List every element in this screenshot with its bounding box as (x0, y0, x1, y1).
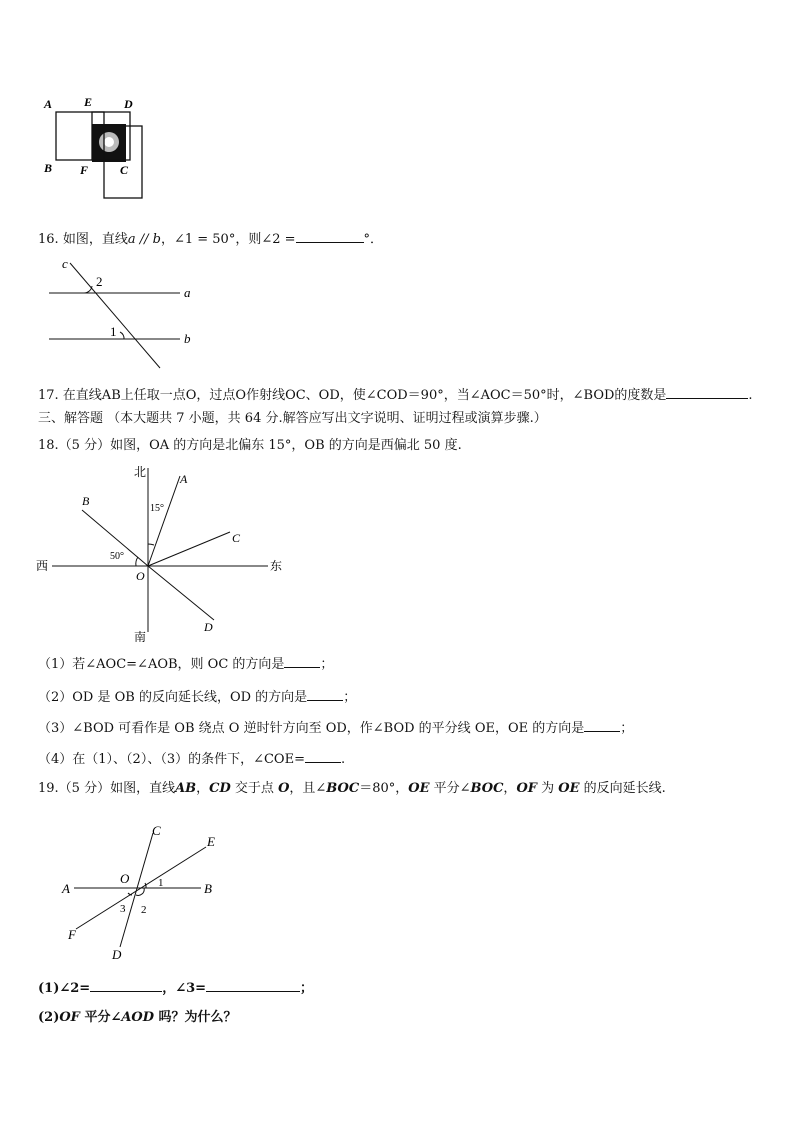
label-a: A (44, 97, 53, 111)
label-f: F (68, 927, 76, 942)
label-f: F (80, 163, 89, 177)
q19-oe: OE (408, 781, 430, 796)
q16-number: 16. (38, 232, 59, 247)
q19-text-e: 交于点 (230, 781, 279, 796)
label-2: 2 (141, 904, 147, 916)
label-south: 南 (134, 630, 147, 644)
q19-of: OF (516, 781, 537, 796)
q16-answer-blank[interactable] (296, 230, 364, 243)
label-a: A (62, 881, 70, 896)
label-c: C (152, 823, 161, 838)
q15-figure (38, 90, 158, 205)
label-b: B (204, 881, 212, 896)
label-15deg: 15° (150, 503, 164, 514)
line-c (70, 263, 160, 368)
q18-p4-text: （4）在（1）、（2）、（3）的条件下，∠COE= (38, 752, 305, 767)
label-a: a (184, 285, 191, 300)
label-o: O (136, 569, 145, 583)
q19-text-o: 为 (537, 781, 559, 796)
label-2: 2 (96, 274, 103, 289)
q19-p2-of: OF (59, 1010, 80, 1025)
q19-p2-c: 平分∠ (79, 1010, 122, 1025)
q18-p1-blank[interactable] (284, 655, 320, 668)
q19-figure (56, 815, 236, 965)
q18-p1-text: （1）若∠AOC=∠AOB，则 OC 的方向是 (38, 657, 285, 672)
q18-p4-end: . (340, 752, 346, 767)
q19-p1-blank1[interactable] (90, 979, 162, 992)
label-c: C (120, 163, 129, 177)
q18-p2-end: ； (343, 690, 357, 705)
q18-p3-blank[interactable] (584, 719, 620, 732)
q16-text-c: °． (363, 232, 384, 247)
q19-ab: AB (175, 781, 197, 796)
label-b: b (184, 331, 191, 346)
q18-p2-blank[interactable] (307, 688, 343, 701)
q18-text: 18.（5 分）如图，OA 的方向是北偏东 15°，OB 的方向是西偏北 50 度. (38, 438, 462, 453)
q18-figure (34, 460, 294, 646)
q19-text-c: ， (196, 781, 210, 796)
q18-p1-end: ； (320, 657, 334, 672)
q19-boc-2: BOC (470, 781, 504, 796)
ray-oa (148, 476, 180, 566)
q18-p3-end: ； (620, 721, 634, 736)
label-c: C (232, 531, 241, 545)
label-north: 北 (134, 465, 147, 479)
label-west: 西 (36, 559, 49, 573)
label-b: B (82, 494, 90, 508)
q18-part1 (38, 655, 333, 673)
q19-p1-b: ，∠3= (162, 981, 207, 996)
q19-text-i: ＝80°， (359, 781, 409, 796)
q19-cd: CD (209, 781, 231, 796)
q19-text-m: ， (503, 781, 517, 796)
q19-p2-a: (2) (38, 1010, 60, 1025)
q17-text (38, 386, 753, 404)
q19-text-a: 19.（5 分）如图，直线 (38, 781, 176, 796)
q16-figure (44, 256, 204, 374)
label-d: D (124, 97, 133, 111)
angle1-arc (120, 332, 124, 339)
q18-p4-blank[interactable] (305, 750, 341, 763)
label-e: E (84, 95, 93, 109)
line-cd (120, 833, 153, 947)
q19-text (38, 781, 666, 797)
q19-text-q: 的反向延长线. (579, 781, 666, 796)
ray-od (148, 566, 214, 620)
q18-p2-text: （2）OD 是 OB 的反向延长线，OD 的方向是 (38, 690, 308, 705)
q19-text-g: ，且∠ (289, 781, 327, 796)
q16-text (38, 230, 383, 248)
label-d: D (204, 620, 213, 634)
label-e: E (207, 834, 215, 849)
label-b: B (44, 161, 53, 175)
q19-p2-e: 吗？为什么？ (154, 1010, 237, 1025)
q18-part4 (38, 750, 345, 768)
q16-text-a: 如图，直线 (62, 232, 128, 247)
q17-end: . (748, 388, 753, 403)
q19-oe-2: OE (558, 781, 580, 796)
q19-p1-c: ； (300, 981, 314, 996)
section3-heading: 三、解答题 （本大题共 7 小题，共 64 分.解答应写出文字说明、证明过程或演算步骤.） (38, 411, 547, 426)
glare-spot-center (104, 137, 114, 147)
q16-text-b: ，∠1 = 50°，则∠2 = (160, 232, 296, 247)
q19-boc: BOC (326, 781, 360, 796)
q19-o: O (278, 781, 290, 796)
angle15-arc (148, 544, 154, 545)
q16-math: a // b (127, 232, 161, 247)
q17-answer-blank[interactable] (666, 386, 748, 399)
label-1: 1 (158, 877, 164, 889)
q18-p3-text: （3）∠BOD 可看作是 OB 绕点 O 逆时针方向至 OD，作∠BOD 的平分线 OE，OE 的方向是 (38, 721, 585, 736)
q19-p2-aod: AOD (121, 1010, 155, 1025)
label-50deg: 50° (110, 551, 124, 562)
label-3: 3 (120, 903, 126, 915)
q18-part2 (38, 688, 356, 706)
angle50-arc (136, 557, 138, 566)
q19-text-k: 平分∠ (429, 781, 471, 796)
q18-part3 (38, 719, 633, 737)
q19-p1-blank2[interactable] (206, 979, 300, 992)
q19-part1 (38, 979, 313, 997)
ray-oc (148, 532, 230, 566)
label-d: D (112, 947, 122, 962)
label-o: O (120, 871, 130, 886)
label-east: 东 (270, 559, 283, 573)
label-1: 1 (110, 324, 117, 339)
q19-p1-a: (1)∠2= (38, 981, 91, 996)
q17-body: 17. 在直线AB上任取一点O，过点O作射线OC、OD，使∠COD＝90°，当∠AOC＝50°时，∠BOD的度数是 (38, 388, 667, 403)
label-a: A (180, 472, 188, 486)
q19-part2 (38, 1010, 237, 1026)
label-c: c (62, 256, 68, 271)
